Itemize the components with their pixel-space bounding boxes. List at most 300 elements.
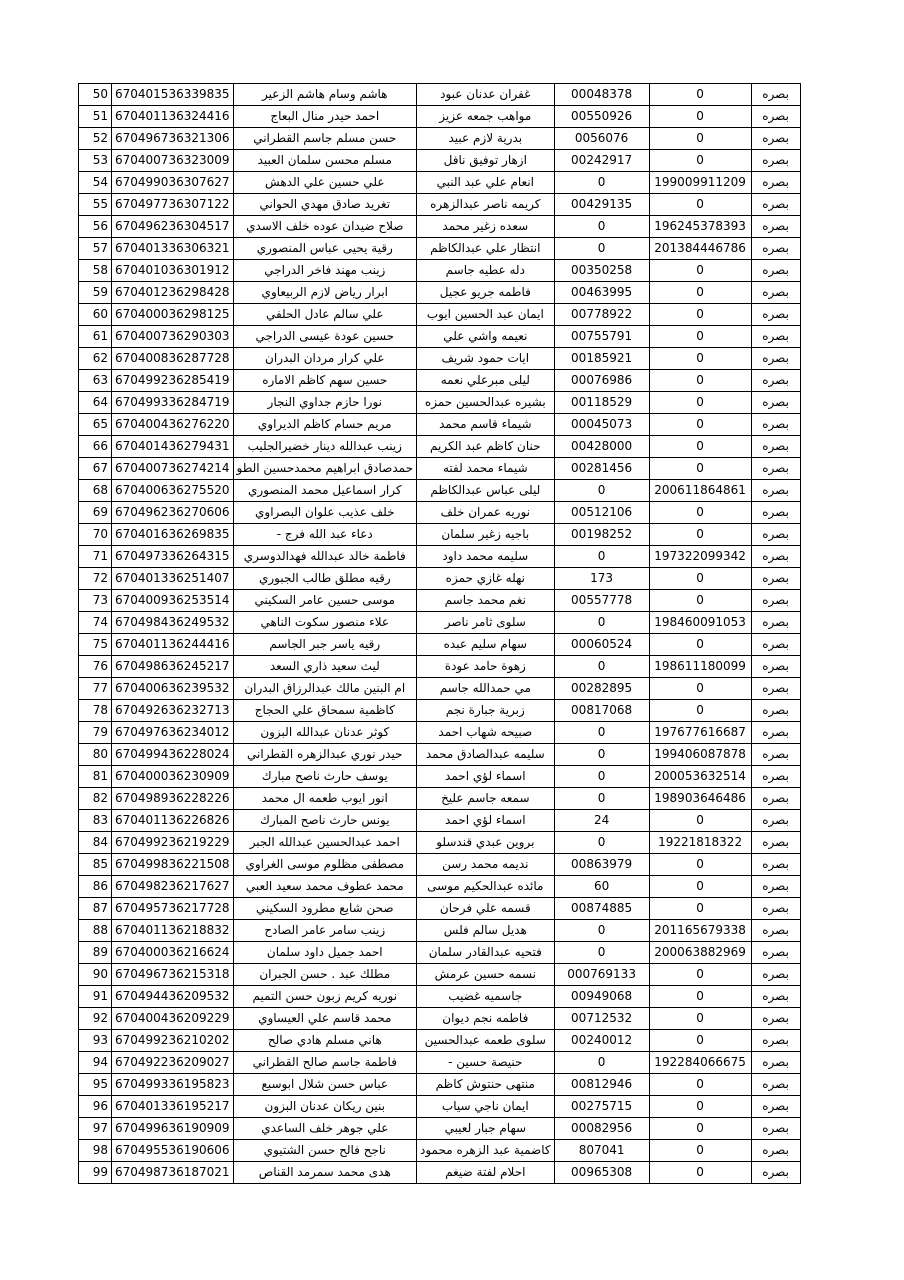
- record-code-cell: 670499236285419: [112, 370, 234, 392]
- value-b-cell: 0: [649, 1118, 751, 1140]
- table-row: [79, 414, 801, 436]
- table-row: [79, 172, 801, 194]
- city-name-cell: بصره: [751, 788, 800, 810]
- value-b-cell: 0: [649, 524, 751, 546]
- record-code-cell: 670401136226826: [112, 810, 234, 832]
- table-row: [79, 788, 801, 810]
- mother-name-cell: ليلى عباس عبدالكاظم: [417, 480, 555, 502]
- record-code-cell: 670496736321306: [112, 128, 234, 150]
- record-code-cell: 670401636269835: [112, 524, 234, 546]
- table-row: [79, 128, 801, 150]
- mother-name-cell: فاطمه نجم ديوان: [417, 1008, 555, 1030]
- table-row: [79, 634, 801, 656]
- record-code-cell: 670400636239532: [112, 678, 234, 700]
- row-number-cell: 87: [79, 898, 112, 920]
- record-code-cell: 670401336251407: [112, 568, 234, 590]
- person-name-cell: ابرار رياض لازم الربيعاوي: [233, 282, 416, 304]
- record-code-cell: 670400636275520: [112, 480, 234, 502]
- value-b-cell: 0: [649, 590, 751, 612]
- person-name-cell: زينب سامر عامر الصادح: [233, 920, 416, 942]
- value-a-cell: 00817068: [554, 700, 649, 722]
- city-name-cell: بصره: [751, 260, 800, 282]
- person-name-cell: حمدصادق ابراهيم محمدحسين الطو: [233, 458, 416, 480]
- table-row: [79, 964, 801, 986]
- mother-name-cell: حنان كاظم عبد الكريم: [417, 436, 555, 458]
- row-number-cell: 53: [79, 150, 112, 172]
- row-number-cell: 92: [79, 1008, 112, 1030]
- value-a-cell: 0: [554, 172, 649, 194]
- row-number-cell: 74: [79, 612, 112, 634]
- person-name-cell: تغريد صادق مهدي الحواني: [233, 194, 416, 216]
- row-number-cell: 89: [79, 942, 112, 964]
- mother-name-cell: حنيصة حسين -: [417, 1052, 555, 1074]
- mother-name-cell: نعيمه واشي علي: [417, 326, 555, 348]
- record-code-cell: 670400436276220: [112, 414, 234, 436]
- mother-name-cell: دله عطيه جاسم: [417, 260, 555, 282]
- value-b-cell: 0: [649, 194, 751, 216]
- row-number-cell: 99: [79, 1162, 112, 1184]
- city-name-cell: بصره: [751, 414, 800, 436]
- value-b-cell: 196245378393: [649, 216, 751, 238]
- row-number-cell: 84: [79, 832, 112, 854]
- record-code-cell: 670492636232713: [112, 700, 234, 722]
- record-code-cell: 670499236210202: [112, 1030, 234, 1052]
- city-name-cell: بصره: [751, 282, 800, 304]
- row-number-cell: 50: [79, 84, 112, 106]
- mother-name-cell: قسمه علي فرحان: [417, 898, 555, 920]
- city-name-cell: بصره: [751, 216, 800, 238]
- city-name-cell: بصره: [751, 568, 800, 590]
- row-number-cell: 79: [79, 722, 112, 744]
- record-code-cell: 670496236304517: [112, 216, 234, 238]
- mother-name-cell: كريمه ناصر عبدالزهره: [417, 194, 555, 216]
- table-row: [79, 986, 801, 1008]
- city-name-cell: بصره: [751, 436, 800, 458]
- person-name-cell: رقيه ياسر جبر الجاسم: [233, 634, 416, 656]
- table-row: [79, 1118, 801, 1140]
- record-code-cell: 670499036307627: [112, 172, 234, 194]
- record-code-cell: 670499436228024: [112, 744, 234, 766]
- table-row: [79, 898, 801, 920]
- record-code-cell: 670400736290303: [112, 326, 234, 348]
- record-code-cell: 670499636190909: [112, 1118, 234, 1140]
- row-number-cell: 77: [79, 678, 112, 700]
- row-number-cell: 76: [79, 656, 112, 678]
- record-code-cell: 670401436279431: [112, 436, 234, 458]
- mother-name-cell: انعام علي عبد النبي: [417, 172, 555, 194]
- record-code-cell: 670495536190606: [112, 1140, 234, 1162]
- record-code-cell: 670400936253514: [112, 590, 234, 612]
- person-name-cell: محمد قاسم علي العيساوي: [233, 1008, 416, 1030]
- person-name-cell: موسى حسين عامر السكيني: [233, 590, 416, 612]
- record-code-cell: 670401136244416: [112, 634, 234, 656]
- mother-name-cell: نديمه محمد رسن: [417, 854, 555, 876]
- value-b-cell: 0: [649, 414, 751, 436]
- person-name-cell: بنين ريكان عدنان البزون: [233, 1096, 416, 1118]
- person-name-cell: رقية يحيى عباس المنصوري: [233, 238, 416, 260]
- table-row: [79, 502, 801, 524]
- row-number-cell: 73: [79, 590, 112, 612]
- city-name-cell: بصره: [751, 700, 800, 722]
- value-a-cell: 0: [554, 480, 649, 502]
- mother-name-cell: سلوى طعمه عبدالحسين: [417, 1030, 555, 1052]
- record-code-cell: 670499236219229: [112, 832, 234, 854]
- mother-name-cell: سعده زغير محمد: [417, 216, 555, 238]
- table-row: [79, 1030, 801, 1052]
- person-name-cell: علي كرار مردان البدران: [233, 348, 416, 370]
- value-a-cell: 00463995: [554, 282, 649, 304]
- city-name-cell: بصره: [751, 964, 800, 986]
- person-name-cell: علاء منصور سكوت الناهي: [233, 612, 416, 634]
- city-name-cell: بصره: [751, 370, 800, 392]
- person-name-cell: مريم حسام كاظم الديراوي: [233, 414, 416, 436]
- value-a-cell: 0: [554, 788, 649, 810]
- city-name-cell: بصره: [751, 744, 800, 766]
- value-a-cell: 00118529: [554, 392, 649, 414]
- row-number-cell: 66: [79, 436, 112, 458]
- value-b-cell: 0: [649, 678, 751, 700]
- record-code-cell: 670498636245217: [112, 656, 234, 678]
- person-name-cell: ليث سعيد ذاري السعد: [233, 656, 416, 678]
- person-name-cell: مصطفى مظلوم موسى الغراوي: [233, 854, 416, 876]
- table-row: [79, 590, 801, 612]
- person-name-cell: زينب عبدالله دينار خضيرالجليب: [233, 436, 416, 458]
- person-name-cell: هدى محمد سمرمد القناص: [233, 1162, 416, 1184]
- value-b-cell: 0: [649, 150, 751, 172]
- record-code-cell: 670497736307122: [112, 194, 234, 216]
- mother-name-cell: مي حمدالله جاسم: [417, 678, 555, 700]
- record-code-cell: 670401336195217: [112, 1096, 234, 1118]
- value-a-cell: 000769133: [554, 964, 649, 986]
- row-number-cell: 55: [79, 194, 112, 216]
- person-name-cell: علي حسين علي الدهش: [233, 172, 416, 194]
- value-b-cell: 200611864861: [649, 480, 751, 502]
- table-row: [79, 524, 801, 546]
- city-name-cell: بصره: [751, 502, 800, 524]
- mother-name-cell: جاسميه غضيب: [417, 986, 555, 1008]
- mother-name-cell: ايات حمود شريف: [417, 348, 555, 370]
- value-a-cell: 60: [554, 876, 649, 898]
- record-code-cell: 670400436209229: [112, 1008, 234, 1030]
- value-b-cell: 0: [649, 128, 751, 150]
- person-name-cell: محمد عطوف محمد سعيد العبي: [233, 876, 416, 898]
- record-code-cell: 670401236298428: [112, 282, 234, 304]
- person-name-cell: حسين عودة عيسى الدراجي: [233, 326, 416, 348]
- value-a-cell: 00060524: [554, 634, 649, 656]
- row-number-cell: 72: [79, 568, 112, 590]
- row-number-cell: 51: [79, 106, 112, 128]
- row-number-cell: 54: [79, 172, 112, 194]
- table-row: [79, 1140, 801, 1162]
- person-name-cell: خلف عذيب علوان البصراوي: [233, 502, 416, 524]
- value-b-cell: 0: [649, 1162, 751, 1184]
- record-code-cell: 67040153633983‎5: [112, 84, 234, 106]
- record-code-cell: 670400036216624: [112, 942, 234, 964]
- person-name-cell: حيدر نوري عبدالزهره القطراني: [233, 744, 416, 766]
- value-b-cell: 19221818322: [649, 832, 751, 854]
- table-row: [79, 458, 801, 480]
- value-a-cell: 173: [554, 568, 649, 590]
- value-a-cell: 00281456: [554, 458, 649, 480]
- value-a-cell: 00428000: [554, 436, 649, 458]
- value-b-cell: 0: [649, 502, 751, 524]
- row-number-cell: 58: [79, 260, 112, 282]
- value-b-cell: 0: [649, 1008, 751, 1030]
- row-number-cell: 78: [79, 700, 112, 722]
- mother-name-cell: كاضمية عبد الزهره محمود: [417, 1140, 555, 1162]
- table-row: [79, 1052, 801, 1074]
- row-number-cell: 94: [79, 1052, 112, 1074]
- city-name-cell: بصره: [751, 524, 800, 546]
- city-name-cell: بصره: [751, 766, 800, 788]
- mother-name-cell: سليمه عبدالصادق محمد: [417, 744, 555, 766]
- mother-name-cell: سهام جبار لعيبي: [417, 1118, 555, 1140]
- record-code-cell: 670496736215318: [112, 964, 234, 986]
- row-number-cell: 91: [79, 986, 112, 1008]
- value-a-cell: 00350258: [554, 260, 649, 282]
- value-a-cell: 807041: [554, 1140, 649, 1162]
- city-name-cell: بصره: [751, 832, 800, 854]
- mother-name-cell: ايمان ناجي سياب: [417, 1096, 555, 1118]
- mother-name-cell: نسمه حسين عرمش: [417, 964, 555, 986]
- table-row: [79, 106, 801, 128]
- value-b-cell: 0: [649, 568, 751, 590]
- row-number-cell: 63: [79, 370, 112, 392]
- person-name-cell: يوسف حارث ناصح مبارك: [233, 766, 416, 788]
- row-number-cell: 64: [79, 392, 112, 414]
- row-number-cell: 68: [79, 480, 112, 502]
- value-b-cell: 198903646486: [649, 788, 751, 810]
- mother-name-cell: ليلى مبرعلي نعمه: [417, 370, 555, 392]
- value-a-cell: 00778922: [554, 304, 649, 326]
- city-name-cell: بصره: [751, 128, 800, 150]
- table-row: [79, 854, 801, 876]
- table-row: [79, 1096, 801, 1118]
- value-a-cell: 0: [554, 722, 649, 744]
- person-name-cell: حسن مسلم جاسم القطراني: [233, 128, 416, 150]
- city-name-cell: بصره: [751, 84, 800, 106]
- person-name-cell: صلاح ضيدان عوده خلف الاسدي: [233, 216, 416, 238]
- person-name-cell: ناجح فالح حسن الشتيوي: [233, 1140, 416, 1162]
- table-row: [79, 546, 801, 568]
- table-row: [79, 700, 801, 722]
- city-name-cell: بصره: [751, 1052, 800, 1074]
- row-number-cell: 70: [79, 524, 112, 546]
- table-row: [79, 1008, 801, 1030]
- row-number-cell: 52: [79, 128, 112, 150]
- value-b-cell: 0: [649, 304, 751, 326]
- table-row: [79, 1074, 801, 1096]
- city-name-cell: بصره: [751, 678, 800, 700]
- person-name-cell: احمد حيدر منال البعاج: [233, 106, 416, 128]
- value-a-cell: 0: [554, 920, 649, 942]
- table-row: [79, 832, 801, 854]
- mother-name-cell: باجيه زغير سلمان: [417, 524, 555, 546]
- city-name-cell: بصره: [751, 106, 800, 128]
- value-b-cell: 199009911209: [649, 172, 751, 194]
- value-b-cell: 198611180099: [649, 656, 751, 678]
- city-name-cell: بصره: [751, 920, 800, 942]
- mother-name-cell: زهوة حامد عودة: [417, 656, 555, 678]
- record-code-cell: 670499336195823: [112, 1074, 234, 1096]
- value-b-cell: 0: [649, 1096, 751, 1118]
- mother-name-cell: صبيحه شهاب احمد: [417, 722, 555, 744]
- row-number-cell: 98: [79, 1140, 112, 1162]
- person-name-cell: دعاء عبد الله فرج -: [233, 524, 416, 546]
- value-b-cell: 0: [649, 898, 751, 920]
- city-name-cell: بصره: [751, 656, 800, 678]
- value-a-cell: 24: [554, 810, 649, 832]
- person-name-cell: مسلم محسن سلمان العبيد: [233, 150, 416, 172]
- row-number-cell: 96: [79, 1096, 112, 1118]
- value-b-cell: 0: [649, 634, 751, 656]
- mother-name-cell: انتظار علي عبدالكاظم: [417, 238, 555, 260]
- table-row: [79, 260, 801, 282]
- person-name-cell: فاطمة خالد عبدالله فهدالدوسري: [233, 546, 416, 568]
- city-name-cell: بصره: [751, 810, 800, 832]
- value-a-cell: 0: [554, 612, 649, 634]
- mother-name-cell: شيماء محمد لفته: [417, 458, 555, 480]
- value-a-cell: 00242917: [554, 150, 649, 172]
- value-b-cell: 0: [649, 700, 751, 722]
- value-b-cell: 0: [649, 854, 751, 876]
- table-row: [79, 766, 801, 788]
- value-b-cell: 197677616687: [649, 722, 751, 744]
- value-a-cell: 0: [554, 942, 649, 964]
- row-number-cell: 69: [79, 502, 112, 524]
- value-a-cell: 00812946: [554, 1074, 649, 1096]
- city-name-cell: بصره: [751, 150, 800, 172]
- record-code-cell: 670498436249532: [112, 612, 234, 634]
- value-b-cell: 192284066675: [649, 1052, 751, 1074]
- mother-name-cell: ايمان عبد الحسين ايوب: [417, 304, 555, 326]
- person-name-cell: احمد جميل داود سلمان: [233, 942, 416, 964]
- mother-name-cell: شيماء قاسم محمد: [417, 414, 555, 436]
- person-name-cell: رقيه مطلق طالب الجبوري: [233, 568, 416, 590]
- value-a-cell: 00712532: [554, 1008, 649, 1030]
- value-b-cell: 0: [649, 964, 751, 986]
- mother-name-cell: اسماء لؤي احمد: [417, 810, 555, 832]
- value-a-cell: 00949068: [554, 986, 649, 1008]
- person-name-cell: علي سالم عادل الحلفي: [233, 304, 416, 326]
- mother-name-cell: بروين عبدي قندسلو: [417, 832, 555, 854]
- value-a-cell: 00275715: [554, 1096, 649, 1118]
- mother-name-cell: بشيره عبدالحسين حمزه: [417, 392, 555, 414]
- mother-name-cell: مائده عبدالحكيم موسى: [417, 876, 555, 898]
- city-name-cell: بصره: [751, 590, 800, 612]
- record-code-cell: 670499836221508: [112, 854, 234, 876]
- value-b-cell: 0: [649, 436, 751, 458]
- value-b-cell: 201165679338: [649, 920, 751, 942]
- value-a-cell: 00282895: [554, 678, 649, 700]
- value-a-cell: 0: [554, 546, 649, 568]
- row-number-cell: 81: [79, 766, 112, 788]
- mother-name-cell: اسماء لؤي احمد: [417, 766, 555, 788]
- person-name-cell: حسين سهم كاظم الاماره: [233, 370, 416, 392]
- value-a-cell: 00082956: [554, 1118, 649, 1140]
- table-row: [79, 612, 801, 634]
- table-row: [79, 722, 801, 744]
- record-code-cell: 670497336264315: [112, 546, 234, 568]
- row-number-cell: 71: [79, 546, 112, 568]
- city-name-cell: بصره: [751, 1162, 800, 1184]
- value-a-cell: 0: [554, 656, 649, 678]
- value-b-cell: 0: [649, 986, 751, 1008]
- value-b-cell: 200053632514: [649, 766, 751, 788]
- value-b-cell: 0: [649, 106, 751, 128]
- value-a-cell: 0: [554, 744, 649, 766]
- mother-name-cell: سهام سليم عبده: [417, 634, 555, 656]
- value-a-cell: 00755791: [554, 326, 649, 348]
- value-a-cell: 0: [554, 832, 649, 854]
- city-name-cell: بصره: [751, 326, 800, 348]
- value-b-cell: 0: [649, 1140, 751, 1162]
- value-a-cell: 00198252: [554, 524, 649, 546]
- person-name-cell: هاشم وسام هاشم الزعير: [233, 84, 416, 106]
- value-b-cell: 0: [649, 326, 751, 348]
- value-a-cell: 00874885: [554, 898, 649, 920]
- row-number-cell: 75: [79, 634, 112, 656]
- row-number-cell: 65: [79, 414, 112, 436]
- mother-name-cell: مواهب جمعه عزيز: [417, 106, 555, 128]
- value-a-cell: 00863979: [554, 854, 649, 876]
- city-name-cell: بصره: [751, 546, 800, 568]
- table-row: [79, 84, 801, 106]
- table-row: [79, 568, 801, 590]
- mother-name-cell: نغم محمد جاسم: [417, 590, 555, 612]
- city-name-cell: بصره: [751, 876, 800, 898]
- records-table-body: [79, 84, 801, 1184]
- value-b-cell: 197322099342: [649, 546, 751, 568]
- record-code-cell: 670400736274214: [112, 458, 234, 480]
- value-b-cell: 0: [649, 370, 751, 392]
- city-name-cell: بصره: [751, 238, 800, 260]
- mother-name-cell: سلوى ثامر ناصر: [417, 612, 555, 634]
- city-name-cell: بصره: [751, 722, 800, 744]
- row-number-cell: 80: [79, 744, 112, 766]
- mother-name-cell: سليمه محمد داود: [417, 546, 555, 568]
- table-row: [79, 282, 801, 304]
- record-code-cell: 670401136324416: [112, 106, 234, 128]
- value-a-cell: 00965308: [554, 1162, 649, 1184]
- mother-name-cell: سمعه جاسم عليخ: [417, 788, 555, 810]
- table-row: [79, 216, 801, 238]
- table-row: [79, 678, 801, 700]
- row-number-cell: 86: [79, 876, 112, 898]
- mother-name-cell: منتهى حنتوش كاظم: [417, 1074, 555, 1096]
- mother-name-cell: احلام لفتة ضيغم: [417, 1162, 555, 1184]
- value-a-cell: 00512106: [554, 502, 649, 524]
- value-b-cell: 0: [649, 260, 751, 282]
- city-name-cell: بصره: [751, 1074, 800, 1096]
- person-name-cell: كرار اسماعيل محمد المنصوري: [233, 480, 416, 502]
- table-row: [79, 744, 801, 766]
- person-name-cell: كوثر عدنان عبدالله البزون: [233, 722, 416, 744]
- table-row: [79, 942, 801, 964]
- value-a-cell: 00240012: [554, 1030, 649, 1052]
- record-code-cell: 670400036298125: [112, 304, 234, 326]
- person-name-cell: احمد عبدالحسين عبدالله الجبر: [233, 832, 416, 854]
- row-number-cell: 88: [79, 920, 112, 942]
- person-name-cell: مطلك عبد . حسن الجبران: [233, 964, 416, 986]
- value-b-cell: 0: [649, 458, 751, 480]
- table-row: [79, 238, 801, 260]
- table-row: [79, 304, 801, 326]
- record-code-cell: 670494436209532: [112, 986, 234, 1008]
- table-row: [79, 480, 801, 502]
- table-row: [79, 370, 801, 392]
- value-a-cell: 0056076: [554, 128, 649, 150]
